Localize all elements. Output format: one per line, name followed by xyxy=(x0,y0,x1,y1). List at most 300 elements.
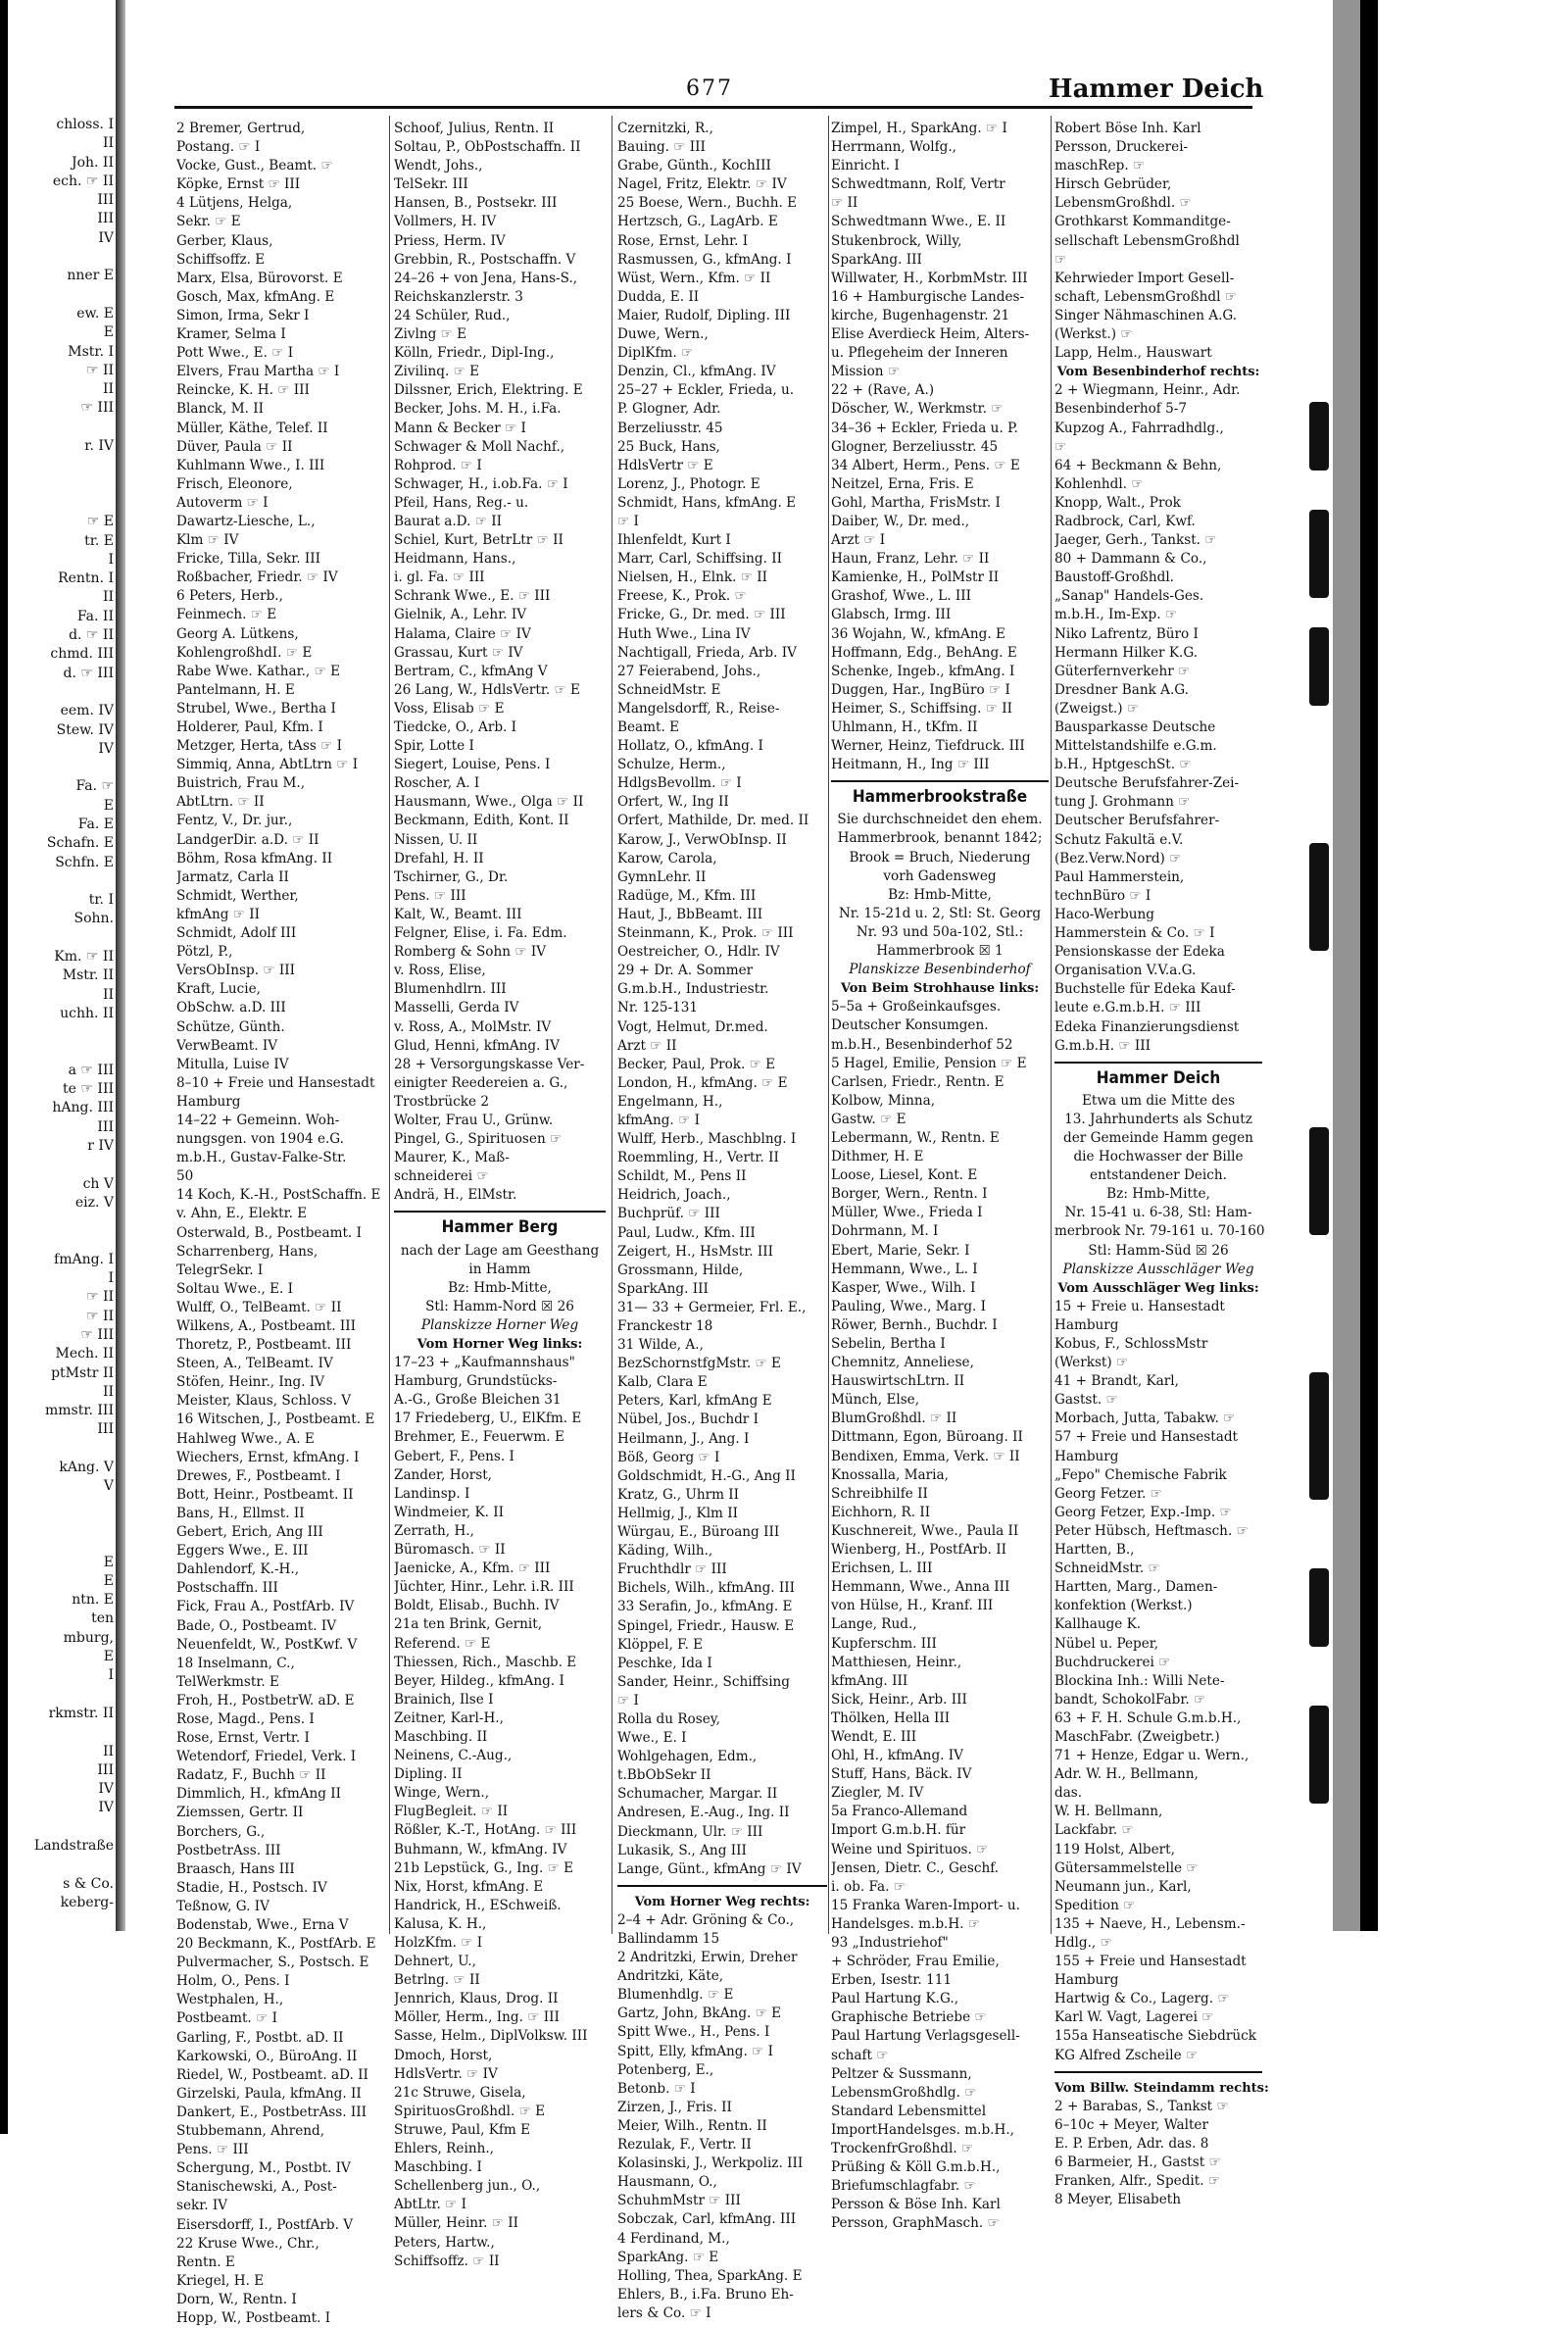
directory-entry: 50 xyxy=(176,1168,194,1185)
directory-entry: SchneidMstr. E xyxy=(617,681,721,698)
directory-entry: Becker, Paul, Prok. ☞ E xyxy=(617,1056,776,1072)
fragment-line: I xyxy=(108,551,114,568)
directory-entry: E. P. Erben, Adr. das. 8 xyxy=(1054,2135,1209,2152)
directory-entry: Berzeliusstr. 45 xyxy=(617,420,723,436)
directory-entry: Windmeier, K. II xyxy=(394,1504,505,1520)
directory-entry: Schmidt, Adolf III xyxy=(176,925,297,942)
thumb-index-tab xyxy=(1309,510,1329,598)
directory-entry: Ebert, Marie, Sekr. I xyxy=(831,1242,970,1259)
side-heading: Vom Horner Weg rechts: xyxy=(634,1894,810,1909)
directory-entry: Baustoff-Großhdl. xyxy=(1054,570,1174,586)
fragment-line: r IV xyxy=(87,1138,114,1155)
fragment-line: Schfn. E xyxy=(55,854,114,870)
street-description: in Hamm xyxy=(468,1261,531,1277)
fragment-line: E xyxy=(103,1572,114,1589)
directory-entry: Müller, Heinr. ☞ II xyxy=(394,2215,518,2232)
directory-entry: Franckestr 18 xyxy=(617,1318,713,1334)
directory-entry: Grassau, Kurt ☞ IV xyxy=(394,644,523,661)
directory-entry: Schergung, M., Postbt. IV xyxy=(176,2160,351,2177)
directory-entry: Fick, Frau A., PostfArb. IV xyxy=(176,1599,355,1615)
directory-entry: Eichhorn, R. II xyxy=(831,1504,931,1520)
directory-entry: 33 Serafin, Jo., kfmAng. E xyxy=(617,1599,793,1615)
directory-entry: Engelmann, H., xyxy=(617,1093,723,1110)
column-5 xyxy=(1054,120,1269,2209)
directory-entry: 8 Meyer, Elisabeth xyxy=(1054,2192,1181,2208)
directory-entry: Morbach, Jutta, Tabakw. ☞ xyxy=(1054,1411,1236,1427)
directory-entry: Jennrich, Klaus, Drog. II xyxy=(394,1991,559,2007)
directory-entry: Heidmann, Hans., xyxy=(394,551,516,568)
directory-entry: Daiber, W., Dr. med., xyxy=(831,513,970,529)
directory-entry: Dithmer, H. E xyxy=(831,1149,924,1165)
thumb-index-tab xyxy=(1309,1372,1329,1500)
directory-entry: London, H., kfmAng. ☞ E xyxy=(617,1074,788,1091)
directory-entry: Hansen, B., Postsekr. III xyxy=(394,195,558,212)
street-heading: Hammerbrookstraße xyxy=(852,787,1028,808)
thumb-index-tab xyxy=(1309,1127,1329,1235)
directory-entry: Wienberg, H., PostfArb. II xyxy=(831,1542,1006,1559)
directory-entry: Oestreicher, O., Hdlr. IV xyxy=(617,944,780,961)
directory-entry: Knossalla, Maria, xyxy=(831,1466,949,1483)
thumb-index-tab xyxy=(1309,627,1329,706)
map-reference: Planskizze Ausschläger Weg xyxy=(1062,1261,1254,1277)
directory-entry: Gosch, Max, kfmAng. E xyxy=(176,288,335,305)
section-rule xyxy=(1054,2071,1262,2073)
directory-entry: Schwager & Moll Nachf., xyxy=(394,438,565,455)
directory-entry: Reichskanzlerstr. 3 xyxy=(394,288,523,305)
directory-entry: TelSekr. III xyxy=(394,176,468,193)
directory-entry: Buchstelle für Edeka Kauf- xyxy=(1054,981,1236,998)
directory-entry: Grashof, Wwe., L. III xyxy=(831,588,971,605)
directory-entry: Kupferschm. III xyxy=(831,1635,937,1652)
directory-entry: leute e.G.m.b.H. ☞ III xyxy=(1054,1000,1201,1016)
directory-entry: 41 + Brandt, Karl, xyxy=(1054,1373,1179,1390)
directory-entry: Zivilinq. ☞ E xyxy=(394,364,480,380)
directory-entry: Briefumschlagfabr. ☞ xyxy=(831,2178,976,2195)
directory-entry: Gartz, John, BkAng. ☞ E xyxy=(617,2006,782,2022)
fragment-line: chmd. III xyxy=(50,646,114,663)
directory-entry: LandgerDir. a.D. ☞ II xyxy=(176,831,319,848)
directory-entry: Drewes, F., Postbeamt. I xyxy=(176,1467,341,1484)
directory-entry: KohlengroßhdI. ☞ E xyxy=(176,644,313,661)
directory-entry: Standard Lebensmittel xyxy=(831,2103,987,2119)
fragment-line xyxy=(8,456,114,474)
directory-entry: 31— 33 + Germeier, Frl. E., xyxy=(617,1299,807,1315)
fragment-line: ptMstr II xyxy=(51,1364,114,1381)
thumb-index-tab xyxy=(1309,843,1329,951)
directory-entry: Paul, Ludw., Kfm. III xyxy=(617,1224,756,1241)
directory-entry: BezSchornstfgMstr. ☞ E xyxy=(617,1356,781,1372)
directory-entry: Buchdruckerei ☞ xyxy=(1054,1654,1171,1670)
fragment-line xyxy=(8,1232,114,1251)
fragment-line: ten xyxy=(91,1610,114,1627)
directory-entry: Hausmann, O., xyxy=(617,2174,717,2191)
directory-entry: 2 Andritzki, Erwin, Dreher xyxy=(617,1950,798,1966)
directory-entry: Ziegler, M. IV xyxy=(831,1785,924,1802)
directory-entry: Hoffmann, Edg., BehAng. E xyxy=(831,644,1017,661)
directory-entry: Schiffsoffz. E xyxy=(176,251,266,268)
directory-entry: 57 + Freie und Hansestadt xyxy=(1054,1429,1238,1446)
directory-entry: Neuenfeldt, W., PostKwf. V xyxy=(176,1636,358,1653)
fragment-line: mmstr. III xyxy=(44,1403,114,1419)
directory-entry: Prüßing & Köll G.m.b.H., xyxy=(831,2159,1001,2176)
directory-entry: 155a Hanseatische Siebdrück xyxy=(1054,2028,1256,2045)
directory-entry: Kolbow, Minna, xyxy=(831,1092,936,1109)
directory-entry: Rohprod. ☞ I xyxy=(394,457,482,473)
directory-entry: Trostbrücke 2 xyxy=(394,1093,490,1110)
directory-entry: Wüst, Wern., Kfm. ☞ II xyxy=(617,270,771,286)
directory-entry: Postbeamt. ☞ I xyxy=(176,2010,277,2027)
directory-entry: Kobus, F., SchlossMstr xyxy=(1054,1336,1208,1352)
directory-entry: Blumenhdlg. ☞ E xyxy=(617,1987,734,2004)
directory-entry: Stöfen, Heinr., Ing. IV xyxy=(176,1374,325,1391)
directory-entry: Autoverm ☞ I xyxy=(176,494,269,511)
directory-entry: Dehnert, U., xyxy=(394,1954,476,1970)
column-divider xyxy=(1051,116,1052,1934)
column-divider xyxy=(389,116,390,1934)
directory-entry: Uhlmann, H., tKfm. II xyxy=(831,719,978,735)
directory-entry: Dorn, W., Rentn. I xyxy=(176,2291,297,2307)
directory-entry: Arzt ☞ I xyxy=(831,532,886,549)
directory-entry: Orfert, Mathilde, Dr. med. II xyxy=(617,813,809,829)
directory-entry: Borchers, G., xyxy=(176,1823,266,1840)
page-number: 677 xyxy=(686,76,733,101)
directory-entry: 29 + Dr. A. Sommer xyxy=(617,963,754,979)
directory-entry: 6 Barmeier, H., Gastst ☞ xyxy=(1054,2155,1221,2171)
scan-right-shadow xyxy=(1333,0,1360,1931)
fragment-line xyxy=(8,759,114,777)
directory-entry: MaschFabr. (Zweigbetr.) xyxy=(1054,1728,1220,1745)
directory-entry: Hopp, W., Postbeamt. I xyxy=(176,2309,331,2326)
directory-entry: Lebermann, W., Rentn. E xyxy=(831,1129,1000,1146)
directory-entry: Neumann jun., Karl, xyxy=(1054,1878,1192,1895)
directory-entry: Kuhlmann Wwe., I. III xyxy=(176,457,325,473)
directory-entry: Nagel, Fritz, Elektr. ☞ IV xyxy=(617,176,787,193)
street-description: Hammerbrook ☒ 1 xyxy=(876,943,1004,960)
directory-entry: Romberg & Sohn ☞ IV xyxy=(394,944,547,961)
directory-entry: Zimpel, H., SparkAng. ☞ I xyxy=(831,121,1007,136)
directory-entry: Stadie, H., Postsch. IV xyxy=(176,1879,327,1896)
directory-entry: G.m.b.H., Industriestr. xyxy=(617,981,769,998)
directory-entry: Müller, Käthe, Telef. II xyxy=(176,420,328,436)
fragment-line: Joh. II xyxy=(71,154,114,171)
directory-entry: Hertzsch, G., LagArb. E xyxy=(617,214,778,230)
map-reference: Planskizze Horner Weg xyxy=(420,1316,579,1333)
directory-entry: Georg Fetzer. ☞ xyxy=(1054,1485,1162,1502)
directory-entry: Ballindamm 15 xyxy=(617,1931,720,1947)
directory-entry: Ohl, H., kfmAng. IV xyxy=(831,1748,963,1764)
directory-entry: 24 Schüler, Rud., xyxy=(394,307,511,323)
directory-entry: 28 + Versorgungskasse Ver- xyxy=(394,1056,585,1072)
directory-entry: Heimer, S., Schiffsing. ☞ II xyxy=(831,700,1012,717)
directory-entry: Tiedcke, O., Arb. I xyxy=(394,719,517,735)
scan-left-edge xyxy=(0,0,8,2134)
fragment-line: E xyxy=(103,324,114,341)
directory-entry: Robert Böse Inh. Karl xyxy=(1054,121,1201,136)
directory-entry: Vollmers, H. IV xyxy=(394,214,497,230)
directory-entry: Kriegel, H. E xyxy=(176,2272,265,2289)
directory-entry: (Werkst.) ☞ xyxy=(1054,326,1133,343)
directory-entry: Deutscher Berufsfahrer- xyxy=(1054,813,1220,829)
previous-page-fragment-column xyxy=(8,116,114,1912)
directory-entry: Kolasinski, J., Werkpoliz. III xyxy=(617,2155,804,2172)
directory-entry: Stuff, Hans, Bäck. IV xyxy=(831,1766,972,1783)
directory-entry: ImportHandelsges. m.b.H., xyxy=(831,2121,1014,2138)
fragment-line: II xyxy=(102,1743,114,1759)
directory-entry: Persson, GraphMasch. ☞ xyxy=(831,2215,1000,2232)
directory-entry: Kuschnereit, Wwe., Paula II xyxy=(831,1522,1019,1539)
fragment-line: I xyxy=(108,1270,114,1287)
directory-entry: Mittelstandshilfe e.G.m. xyxy=(1054,738,1217,755)
directory-entry: Arzt ☞ II xyxy=(617,1037,677,1054)
directory-entry: Mann & Becker ☞ I xyxy=(394,420,526,436)
directory-entry: Holling, Thea, SparkAng. E xyxy=(617,2267,803,2284)
fragment-line: ☞ III xyxy=(80,1327,114,1343)
directory-entry: Güterfernverkehr ☞ xyxy=(1054,663,1191,679)
directory-entry: 16 Witschen, J., Postbeamt. E xyxy=(176,1412,375,1428)
directory-entry: KG Alfred Zscheile ☞ xyxy=(1054,2047,1199,2063)
directory-entry: Weine und Spirituos. ☞ xyxy=(831,1841,989,1857)
directory-entry: Roßbacher, Friedr. ☞ IV xyxy=(176,570,338,586)
fragment-line: ☞ II xyxy=(85,1289,114,1306)
directory-entry: Spitt, Elly, kfmAng. ☞ I xyxy=(617,2043,774,2059)
directory-entry: 15 Franka Waren-Import- u. xyxy=(831,1897,1020,1913)
directory-entry: FlugBegleit. ☞ II xyxy=(394,1804,509,1820)
directory-entry: Zivlng ☞ E xyxy=(394,326,467,343)
directory-entry: Roscher, A. I xyxy=(394,775,480,792)
fragment-line: d. ☞ II xyxy=(69,627,114,644)
street-description: Brook = Bruch, Niederung xyxy=(849,849,1031,866)
directory-entry: Hausmann, Wwe., Olga ☞ II xyxy=(394,794,584,811)
directory-entry: 93 „Industriehof" xyxy=(831,1935,949,1951)
fragment-line xyxy=(8,1818,114,1837)
fragment-line: Fa. II xyxy=(76,608,114,624)
directory-entry: SparkAng. ☞ E xyxy=(617,2249,719,2265)
fragment-line xyxy=(8,1213,114,1231)
directory-entry: G.m.b.H. ☞ III xyxy=(1054,1037,1152,1054)
fragment-line: Schafn. E xyxy=(46,835,114,852)
fragment-line: r. IV xyxy=(84,438,114,455)
directory-entry: Gastst. ☞ xyxy=(1054,1392,1118,1409)
directory-entry: nungsgen. von 1904 e.G. xyxy=(176,1131,345,1148)
directory-entry: Hamburg xyxy=(1054,1972,1119,1989)
directory-entry: Böß, Georg ☞ I xyxy=(617,1449,720,1465)
directory-entry: Georg A. Lütkens, xyxy=(176,625,299,642)
directory-entry: Döscher, W., Werkmstr. ☞ xyxy=(831,401,1004,418)
directory-entry: Dilssner, Erich, Elektring. E xyxy=(394,382,583,399)
directory-entry: Andrä, H., ElMstr. xyxy=(394,1187,517,1204)
directory-entry: Rasmussen, G., kfmAng. I xyxy=(617,251,792,268)
fragment-line: hAng. III xyxy=(52,1100,114,1116)
directory-entry: schaft, LebensmGroßhdl ☞ xyxy=(1054,288,1237,305)
fragment-line: IV xyxy=(98,229,114,246)
directory-entry: Glogner, Berzeliusstr. 45 xyxy=(831,438,999,455)
directory-entry: Reincke, K. H. ☞ III xyxy=(176,382,310,399)
directory-entry: Karow, Carola, xyxy=(617,850,717,867)
directory-entry: Frisch, Eleonore, xyxy=(176,475,293,492)
directory-entry: Steen, A., TelBeamt. IV xyxy=(176,1356,333,1372)
directory-entry: Nübel, Jos., Buchdr I xyxy=(617,1412,759,1428)
directory-entry: Maier, Rudolf, Dipling. III xyxy=(617,307,791,323)
directory-entry: u. Pflegeheim der Inneren xyxy=(831,345,1008,362)
fragment-line: Fa. ☞ xyxy=(75,778,114,795)
directory-entry: Dankert, E., PostbetrAss. III xyxy=(176,2104,367,2120)
directory-entry: Karow, J., VerwObInsp. II xyxy=(617,831,787,848)
directory-entry: VerwBeamt. IV xyxy=(176,1037,278,1054)
directory-entry: Hollatz, O., kfmAng. I xyxy=(617,738,763,755)
directory-entry: Carlsen, Friedr., Rentn. E xyxy=(831,1073,1004,1090)
column-divider xyxy=(828,116,829,1934)
fragment-line xyxy=(8,1534,114,1553)
directory-entry: Rose, Ernst, Lehr. I xyxy=(617,232,749,249)
directory-entry: Freese, K., Prok. ☞ xyxy=(617,588,747,605)
directory-entry: Lackfabr. ☞ xyxy=(1054,1822,1134,1839)
directory-entry: Böhm, Rosa kfmAng. II xyxy=(176,850,333,867)
directory-entry: Kraft, Lucie, xyxy=(176,981,262,998)
fragment-line: ntn. E xyxy=(72,1592,114,1609)
directory-entry: m.b.H., Im-Exp. ☞ xyxy=(1054,607,1178,623)
directory-entry: Marx, Elsa, Bürovorst. E xyxy=(176,270,343,286)
directory-entry: Sander, Heinr., Schiffsing xyxy=(617,1673,791,1690)
directory-entry: Sasse, Helm., DiplVolksw. III xyxy=(394,2028,588,2045)
directory-entry: 21a ten Brink, Gernit, xyxy=(394,1616,543,1633)
fragment-line: Mstr. I xyxy=(68,343,114,360)
directory-entry: AbtLtrn. ☞ II xyxy=(176,794,265,811)
directory-entry: Vocke, Gust., Beamt. ☞ xyxy=(176,158,333,174)
directory-entry: Besenbinderhof 5-7 xyxy=(1054,401,1188,418)
directory-entry: Peschke, Ida I xyxy=(617,1655,712,1671)
directory-entry: Meister, Klaus, Schloss. V xyxy=(176,1393,352,1410)
section-rule xyxy=(1054,1062,1262,1064)
directory-entry: Thiessen, Rich., Maschb. E xyxy=(394,1654,577,1670)
directory-entry: Gohl, Martha, FrisMstr. I xyxy=(831,494,1001,511)
directory-entry: Stukenbrock, Willy, xyxy=(831,232,962,249)
directory-entry: Nielsen, H., Elnk. ☞ II xyxy=(617,570,768,586)
directory-entry: v. Ahn, E., Elektr. E xyxy=(176,1206,308,1222)
directory-entry: Dmoch, Horst, xyxy=(394,2047,493,2063)
fragment-line: Rentn. I xyxy=(58,570,114,587)
fragment-line: ech. ☞ II xyxy=(52,173,114,189)
directory-entry: Maschbing. II xyxy=(394,1728,488,1745)
directory-entry: LebensmGroßhdl. ☞ xyxy=(1054,195,1192,212)
directory-entry: ☞ xyxy=(1054,438,1067,455)
directory-entry: Gerber, Klaus, xyxy=(176,232,273,249)
directory-entry: Wilkens, A., Postbeamt. III xyxy=(176,1318,357,1334)
directory-entry: Wendt, E. III xyxy=(831,1728,917,1745)
directory-entry: HdlgsBevollm. ☞ I xyxy=(617,775,742,792)
directory-entry: Rose, Magd., Pens. I xyxy=(176,1710,315,1727)
directory-entry: Pens. ☞ III xyxy=(176,2142,249,2158)
directory-entry: t.BbObSekr II xyxy=(617,1767,711,1784)
directory-entry: Buhmann, W., kfmAng. IV xyxy=(394,1841,567,1857)
directory-entry: VersObInsp. ☞ III xyxy=(176,963,295,979)
directory-entry: Schwager, H., i.ob.Fa. ☞ I xyxy=(394,475,568,492)
directory-entry: 14 Koch, K.-H., PostSchaffn. E xyxy=(176,1187,381,1204)
street-description: Bz: Hmb-Mitte, xyxy=(888,886,992,903)
directory-entry: W. H. Bellmann, xyxy=(1054,1804,1163,1820)
fragment-line xyxy=(8,1515,114,1534)
directory-entry: Postang. ☞ I xyxy=(176,139,261,156)
directory-entry: GymnLehr. II xyxy=(617,868,707,885)
directory-entry: Blumenhdlrn. III xyxy=(394,981,507,998)
directory-entry: Thoretz, P., Postbeamt. III xyxy=(176,1337,352,1354)
directory-entry: ☞ I xyxy=(617,1692,639,1709)
directory-entry: Erichsen, L. III xyxy=(831,1560,933,1577)
directory-entry: Eisersdorff, I., PostfArb. V xyxy=(176,2216,354,2233)
directory-entry: Kratz, G., Uhrm II xyxy=(617,1486,740,1503)
directory-entry: Girzelski, Paula, kfmAng. II xyxy=(176,2085,362,2102)
directory-entry: Fricke, G., Dr. med. ☞ III xyxy=(617,607,786,623)
directory-entry: Paul Hartung Verlagsgesell- xyxy=(831,2028,1020,2045)
directory-entry: Kramer, Selma I xyxy=(176,326,286,343)
directory-entry: Thölken, Hella III xyxy=(831,1709,951,1726)
directory-entry: Singer Nähmaschinen A.G. xyxy=(1054,307,1238,323)
fragment-line xyxy=(8,475,114,494)
directory-entry: einigter Reedereien a. G., xyxy=(394,1074,568,1091)
directory-entry: 17–23 + „Kaufmannshaus" xyxy=(394,1355,575,1371)
directory-entry: HdlsVertr ☞ E xyxy=(617,457,713,473)
directory-entry: Nissen, U. II xyxy=(394,831,478,848)
directory-entry: Felgner, Elise, i. Fa. Edm. xyxy=(394,925,567,942)
directory-entry: Beckmann, Edith, Kont. II xyxy=(394,813,569,829)
column-4 xyxy=(831,120,1049,2234)
directory-entry: Spedition ☞ xyxy=(1054,1897,1136,1913)
fragment-line: Fa. E xyxy=(77,816,114,832)
directory-entry: konfektion (Werkst.) xyxy=(1054,1598,1193,1614)
directory-entry: Postschaffn. III xyxy=(176,1580,278,1597)
directory-entry: Lange, Rud., xyxy=(831,1616,917,1633)
fragment-line: a ☞ III xyxy=(68,1062,114,1078)
directory-entry: Kupzog A., Fahrradhdlg., xyxy=(1054,420,1224,436)
directory-entry: Gebert, Erich, Ang III xyxy=(176,1524,323,1541)
directory-entry: Grossmann, Hilde, xyxy=(617,1262,744,1278)
directory-entry: lers & Co. ☞ I xyxy=(617,2304,711,2321)
directory-entry: Hamburg xyxy=(1054,1448,1119,1464)
directory-entry: Mitulla, Luise IV xyxy=(176,1056,289,1072)
directory-entry: Andritzki, Käte, xyxy=(617,1968,724,1985)
directory-entry: 64 + Beckmann & Behn, xyxy=(1054,457,1222,473)
running-head: Hammer Deich xyxy=(1049,74,1264,104)
directory-entry: Huth Wwe., Lina IV xyxy=(617,625,751,642)
directory-entry: 6–10c + Meyer, Walter xyxy=(1054,2116,1208,2133)
directory-entry: Sekr. ☞ E xyxy=(176,214,241,230)
directory-entry: 119 Holst, Albert, xyxy=(1054,1841,1175,1857)
directory-entry: Andresen, E.-Aug., Ing. II xyxy=(617,1805,790,1821)
directory-entry: Rabe Wwe. Kathar., ☞ E xyxy=(176,663,340,679)
fragment-line: IV xyxy=(98,740,114,757)
directory-entry: Hamburg xyxy=(176,1093,241,1110)
directory-entry: Gielnik, A., Lehr. IV xyxy=(394,607,527,623)
fragment-line: te ☞ III xyxy=(63,1081,114,1098)
directory-entry: Peltzer & Sussmann, xyxy=(831,2065,972,2082)
fragment-line: Mech. II xyxy=(55,1346,114,1362)
fragment-line: eiz. V xyxy=(74,1194,114,1211)
directory-entry: Pantelmann, H. E xyxy=(176,681,295,698)
directory-entry: Loose, Liesel, Kont. E xyxy=(831,1167,978,1184)
directory-entry: Scharrenberg, Hans, xyxy=(176,1243,318,1260)
directory-entry: Büromasch. ☞ II xyxy=(394,1542,506,1559)
directory-entry: Hamburg, Grundstücks- xyxy=(394,1373,558,1390)
fragment-line xyxy=(8,1723,114,1742)
directory-entry: Referend. ☞ E xyxy=(394,1635,491,1652)
directory-entry: Kehrwieder Import Gesell- xyxy=(1054,270,1235,286)
section-rule xyxy=(394,1211,606,1213)
directory-entry: Schwedtmann, Rolf, Vertr xyxy=(831,176,1005,193)
directory-entry: Pingel, G., Spirituosen ☞ xyxy=(394,1131,563,1148)
fragment-line: eem. IV xyxy=(60,703,114,719)
directory-entry: Würgau, E., Büroang III xyxy=(617,1524,780,1541)
directory-entry: Ziemssen, Gertr. II xyxy=(176,1805,304,1821)
directory-entry: Peters, Hartw., xyxy=(394,2234,495,2251)
